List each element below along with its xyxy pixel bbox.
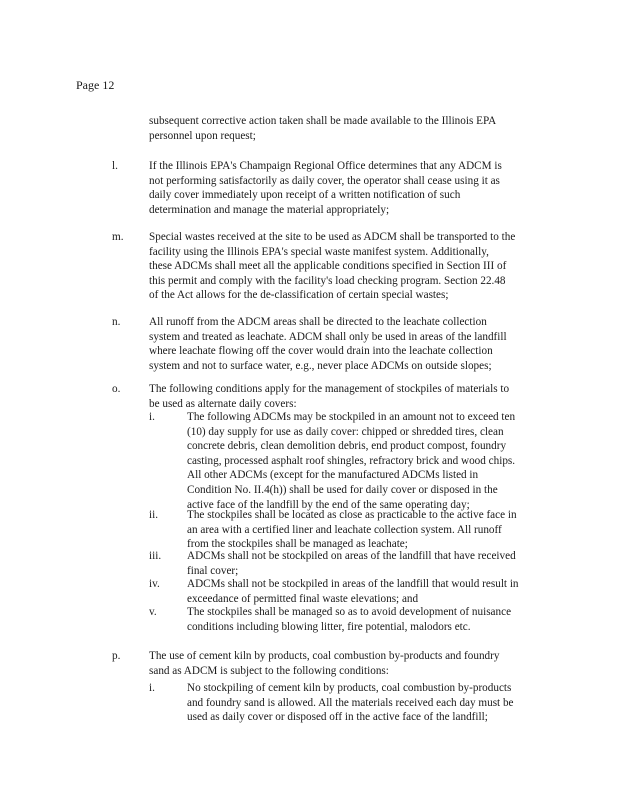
text-line: determination and manage the material appropriately; — [149, 203, 390, 216]
paragraph-o — [149, 382, 549, 411]
text-line: from the stockpiles shall be managed as leachate; — [187, 538, 408, 551]
text-line: ADCMs shall not be stockpiled on areas of the landfill that have received — [187, 550, 516, 562]
paragraph-m — [149, 230, 549, 303]
text-line: The stockpiles shall be managed so as to avoid development of nuisance — [187, 606, 512, 618]
text-line: and foundry sand is allowed. All the materials received each day must be — [187, 696, 514, 709]
text-line: ADCMs shall not be stockpiled in areas of the landfill that would result in — [187, 578, 519, 590]
text-line: an area with a certified liner and leachate collection system. All runoff — [187, 523, 502, 536]
text-line: final cover; — [187, 564, 239, 577]
text-line: system and not to surface water, e.g., never place ADCMs on outside slopes; — [149, 359, 492, 372]
subitem-number: i. — [149, 411, 155, 423]
paragraph-p — [149, 649, 549, 678]
text-line: sand as ADCM is subject to the following conditions: — [149, 664, 389, 677]
text-line: The following ADCMs may be stockpiled in an amount not to exceed ten — [187, 411, 516, 423]
text-line: not performing satisfactorily as daily cover, the operator shall cease using it as — [149, 174, 500, 187]
text-line: All other ADCMs (except for the manufactured ADCMs listed in — [187, 469, 479, 482]
item-letter-n: n. — [112, 316, 121, 328]
text-line: active face of the landfill by the end of the same operating day; — [187, 498, 470, 511]
text-line: The stockpiles shall be located as close as practicable to the active face in — [187, 509, 517, 521]
text-line: used as daily cover or disposed off in the active face of the landfill; — [187, 711, 488, 724]
subitem-number: ii. — [149, 509, 159, 521]
paragraph-n — [149, 315, 549, 373]
text-line: these ADCMs shall meet all the applicable conditions specified in Section III of — [149, 260, 507, 273]
subitem-number: iv. — [149, 578, 160, 590]
subitem-number: i. — [149, 682, 155, 694]
text-line: casting, processed asphalt roof shingles, refractory brick and wood chips. — [187, 454, 516, 467]
text-line: subsequent corrective action taken shall be made available to the Illinois EPA — [149, 115, 497, 127]
text-line: facility using the Illinois EPA's special waste manifest system. Additionally, — [149, 245, 489, 258]
text-line: be used as alternate daily covers: — [149, 397, 297, 410]
text-line: personnel upon request; — [149, 129, 256, 142]
text-line: All runoff from the ADCM areas shall be directed to the leachate collection — [149, 316, 487, 328]
text-line: concrete debris, clean demolition debris, end product compost, foundry — [187, 440, 507, 453]
item-letter-p: p. — [112, 650, 121, 662]
text-line: The following conditions apply for the management of stockpiles of materials to — [149, 383, 510, 395]
paragraph-l — [149, 159, 549, 217]
text-line: (10) day supply for use as daily cover: chipped or shredded tires, clean — [187, 425, 504, 438]
text-line: this permit and comply with the facility's load checking program. Section 22.48 — [149, 274, 506, 287]
item-letter-m: m. — [112, 231, 124, 243]
item-letter-l: l. — [112, 160, 118, 172]
subitem-number: iii. — [149, 550, 162, 562]
page-header: Page 12 — [76, 78, 115, 92]
text-line: Special wastes received at the site to be used as ADCM shall be transported to the — [149, 231, 516, 243]
item-letter-o: o. — [112, 383, 121, 395]
subitem-number: v. — [149, 606, 157, 618]
continuation-paragraph — [149, 114, 549, 143]
text-line: of the Act allows for the de-classification of certain special wastes; — [149, 289, 449, 302]
text-line: If the Illinois EPA's Champaign Regional Office determines that any ADCM is — [149, 160, 502, 172]
text-line: exceedance of permitted final waste elevations; and — [187, 592, 419, 605]
text-line: No stockpiling of cement kiln by products, coal combustion by-products — [187, 682, 512, 694]
text-line: The use of cement kiln by products, coal combustion by-products and foundry — [149, 650, 500, 662]
text-line: conditions including blowing litter, fire potential, malodors etc. — [187, 620, 471, 633]
text-line: system and treated as leachate. ADCM shall only be used in areas of the landfill — [149, 330, 507, 343]
text-line: daily cover immediately upon receipt of a written notification of such — [149, 189, 461, 202]
text-line: Condition No. II.4(h)) shall be used for daily cover or disposed in the — [187, 483, 498, 496]
text-line: where leachate flowing off the cover would drain into the leachate collection — [149, 345, 493, 358]
